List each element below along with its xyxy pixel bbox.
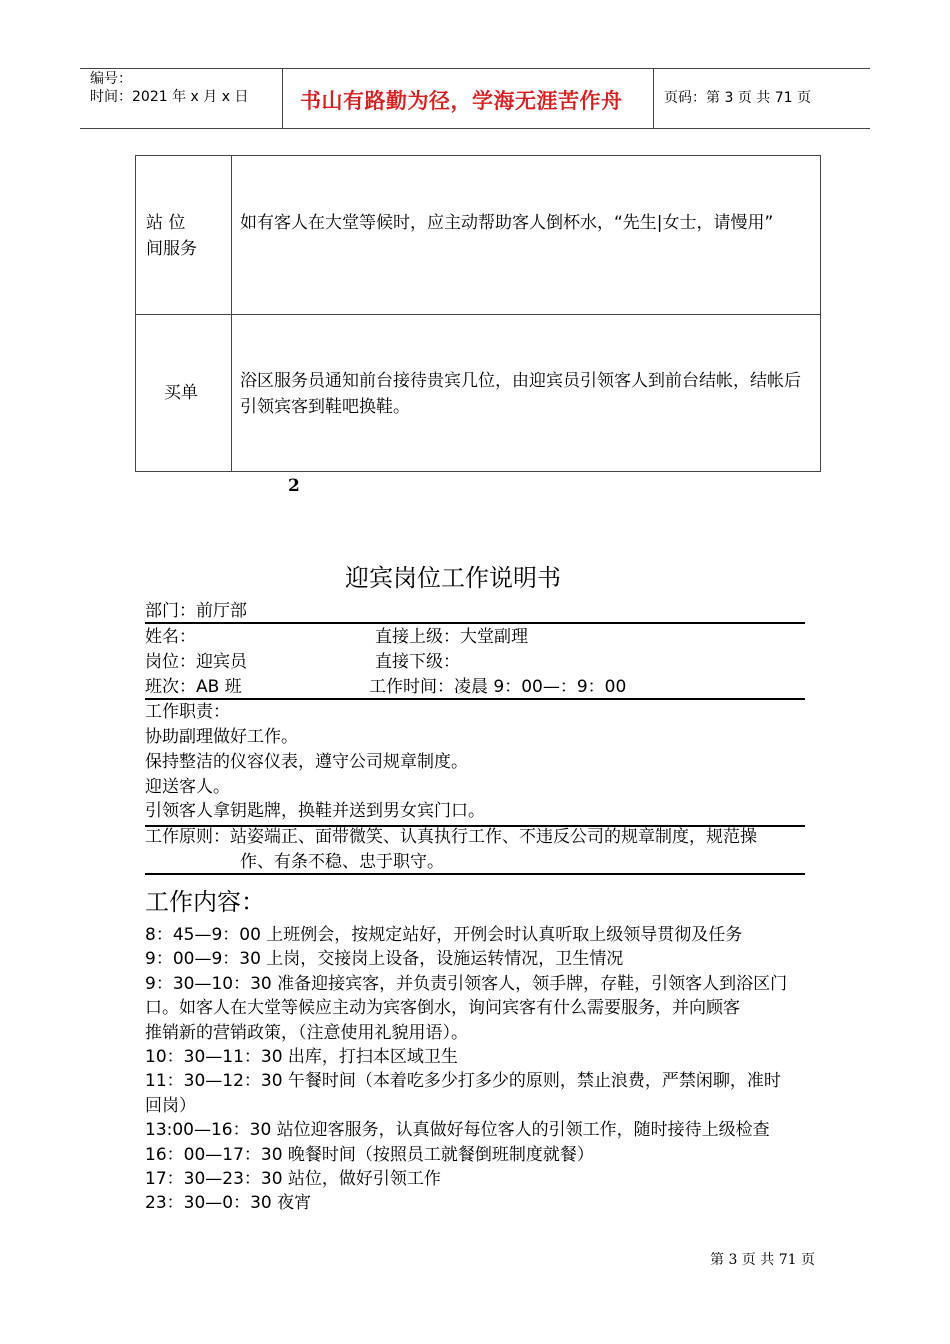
content-line: 10：30—11：30 出库，打扫本区域卫生 xyxy=(145,1047,458,1068)
header-motto: 书山有路勤为径，学海无涯苦作舟 xyxy=(300,89,623,113)
principles-line: 工作原则：站姿端正、面带微笑、认真执行工作、不违反公司的规章制度，规范操 xyxy=(145,827,757,847)
shift-field: 班次：AB 班 xyxy=(145,677,242,697)
subordinate-field: 直接下级： xyxy=(375,652,460,672)
header-bottom-rule xyxy=(80,128,870,129)
work-time-field: 工作时间：凌晨 9：00—：9：00 xyxy=(369,677,627,697)
content-line: 推销新的营销政策，（注意使用礼貌用语）。 xyxy=(145,1022,468,1043)
content-line: 口。如客人在大堂等候应主动为宾客倒水，询问宾客有什么需要服务，并向顾客 xyxy=(145,998,740,1019)
content-title: 工作内容： xyxy=(145,888,265,916)
superior-field: 直接上级：大堂副理 xyxy=(375,627,528,647)
service-table xyxy=(135,155,821,472)
principles-line: 作、有条不稳、忠于职守。 xyxy=(240,852,444,872)
content-line: 9：30—10：30 准备迎接宾客，并负责引领客人，领手牌，存鞋，引领客人到浴区门 xyxy=(145,973,788,994)
content-line: 9：00—9：30 上岗，交接岗上设备，设施运转情况，卫生情况 xyxy=(145,949,624,970)
header-divider-right xyxy=(653,68,654,129)
table-row-label: 买单 xyxy=(164,383,198,403)
content-line: 13:00—16：30 站位迎客服务，认真做好每位客人的引领工作，随时接待上级检查 xyxy=(145,1120,770,1141)
content-line: 17：30—23：30 站位，做好引领工作 xyxy=(145,1169,441,1190)
label-line: 站 位 xyxy=(146,213,186,233)
content-line: 回岗） xyxy=(145,1095,196,1116)
header-top-rule xyxy=(80,68,870,69)
rule xyxy=(145,698,805,700)
rule xyxy=(145,873,805,875)
header-date: 时间：2021 年 x 月 x 日 xyxy=(90,89,249,105)
rule xyxy=(145,622,805,624)
position-field: 岗位：迎宾员 xyxy=(145,652,247,672)
table-row-label xyxy=(146,210,226,262)
page-footer: 第 3 页 共 71 页 xyxy=(710,1252,815,1268)
duty-item: 引领客人拿钥匙牌，换鞋并送到男女宾门口。 xyxy=(145,801,485,821)
content-line: 8：45—9：00 上班例会，按规定站好，开例会时认真听取上级领导贯彻及任务 xyxy=(145,925,743,945)
department-field: 部门：前厅部 xyxy=(145,601,247,621)
content-list xyxy=(145,923,815,1216)
duty-item: 协助副理做好工作。 xyxy=(145,727,298,747)
content-line: 23：30—0：30 夜宵 xyxy=(145,1193,312,1214)
table-row-content: 如有客人在大堂等候时，应主动帮助客人倒杯水，“先生|女士，请慢用” xyxy=(240,213,774,233)
table-row-divider xyxy=(136,314,820,315)
header-page-code: 页码：第 3 页 共 71 页 xyxy=(664,90,811,106)
duty-item: 迎送客人。 xyxy=(145,777,230,797)
document-title: 迎宾岗位工作说明书 xyxy=(345,564,561,592)
table-row-content: 浴区服务员通知前台接待贵宾几位，由迎宾员引领客人到前台结帐，结帐后引领宾客到鞋吧换鞋。 xyxy=(240,371,801,417)
content-line: 11：30—12：30 午餐时间（本着吃多少打多少的原则，禁止浪费，严禁闲聊，准时 xyxy=(145,1071,781,1092)
name-field: 姓名： xyxy=(145,627,196,647)
header-number-label: 编号： xyxy=(90,71,132,87)
duties-title: 工作职责： xyxy=(145,702,230,722)
label-line: 间服务 xyxy=(146,239,197,259)
content-line: 16：00—17：30 晚餐时间（按照员工就餐倒班制度就餐） xyxy=(145,1144,594,1165)
header-divider-left xyxy=(282,68,283,129)
duty-item: 保持整洁的仪容仪表，遵守公司规章制度。 xyxy=(145,752,468,772)
page-number-mark: 2 xyxy=(288,476,300,496)
